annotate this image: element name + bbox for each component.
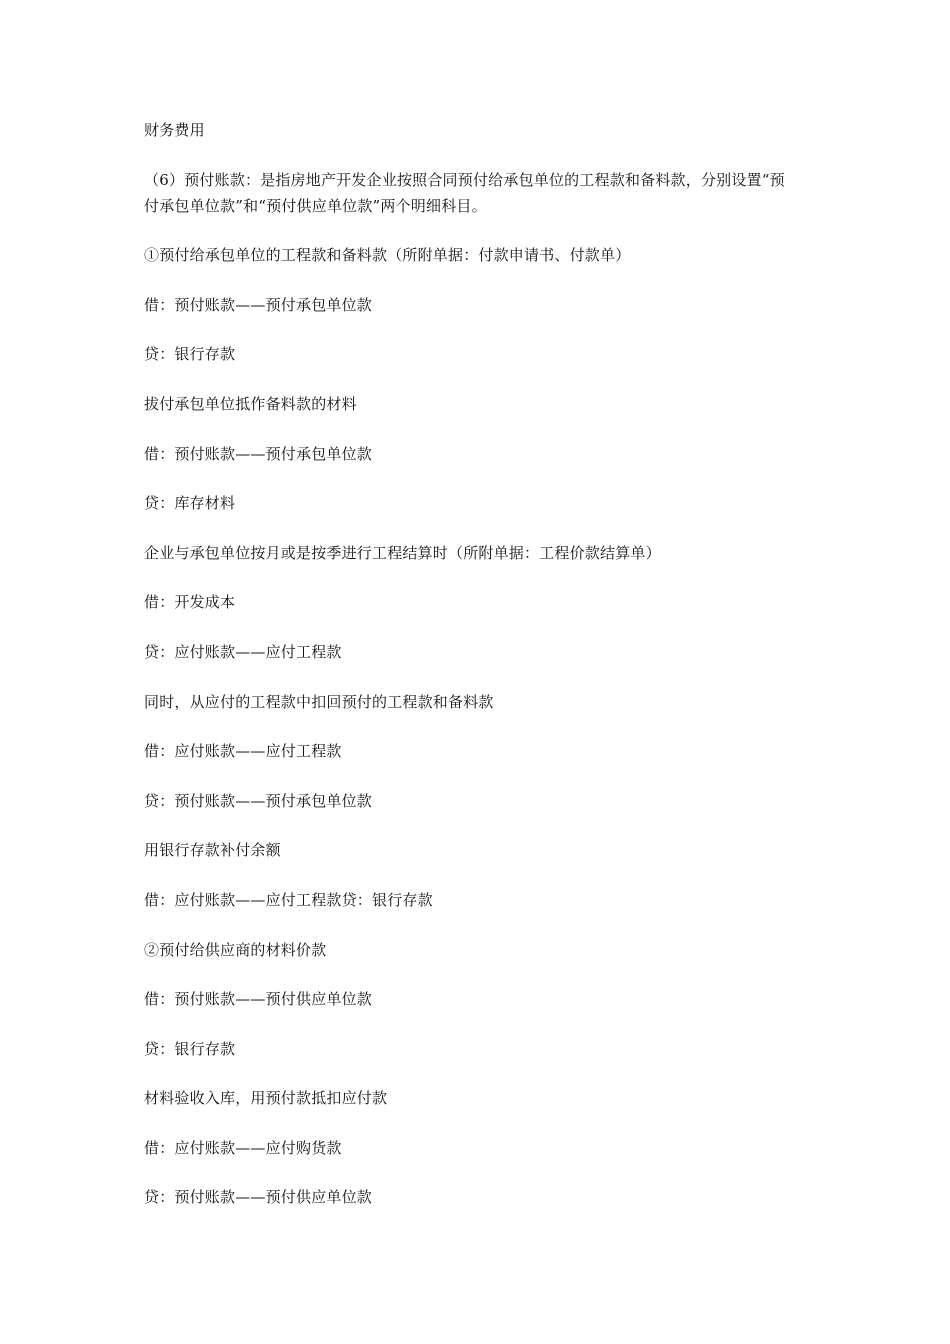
text-line: 贷：银行存款 [144,345,236,364]
text-line: 借：预付账款——预付供应单位款 [144,990,373,1009]
text-line: ①预付给承包单位的工程款和备料款（所附单据：付款申请书、付款单） [144,246,631,265]
text-line: 借：应付账款——应付工程款贷：银行存款 [144,890,433,909]
text-line: 企业与承包单位按月或是按季进行工程结算时（所附单据：工程价款结算单） [144,543,661,562]
text-line: 材料验收入库，用预付款抵扣应付款 [144,1089,388,1108]
text-line: 拔付承包单位抵作备料款的材料 [144,394,357,413]
text-line: 贷：应付账款——应付工程款 [144,642,342,661]
text-line: 借：应付账款——应付购货款 [144,1138,342,1157]
paragraph [144,167,824,219]
text-line: 财务费用 [144,121,205,139]
text-line: 借：应付账款——应付工程款 [144,742,342,761]
text-line: 同时，从应付的工程款中扣回预付的工程款和备料款 [144,692,494,711]
text-line: 借：预付账款——预付承包单位款 [144,444,373,463]
text-line: （6）预付账款：是指房地产开发企业按照合同预付给承包单位的工程款和备料款，分别设置“预 [144,170,785,189]
text-line: 用银行存款补付余额 [144,841,281,860]
text-line: 贷：预付账款——预付供应单位款 [144,1188,373,1207]
text-line: 借：预付账款——预付承包单位款 [144,295,373,314]
text-line: 贷：库存材料 [144,494,236,513]
document-body [144,117,824,1234]
text-line: 贷：预付账款——预付承包单位款 [144,791,373,810]
text-line: 付承包单位款”和“预付供应单位款”两个明细科目。 [144,196,487,215]
text-line: ②预付给供应商的材料价款 [144,940,327,959]
text-line: 贷：银行存款 [144,1039,236,1058]
text-line: 借：开发成本 [144,593,236,612]
